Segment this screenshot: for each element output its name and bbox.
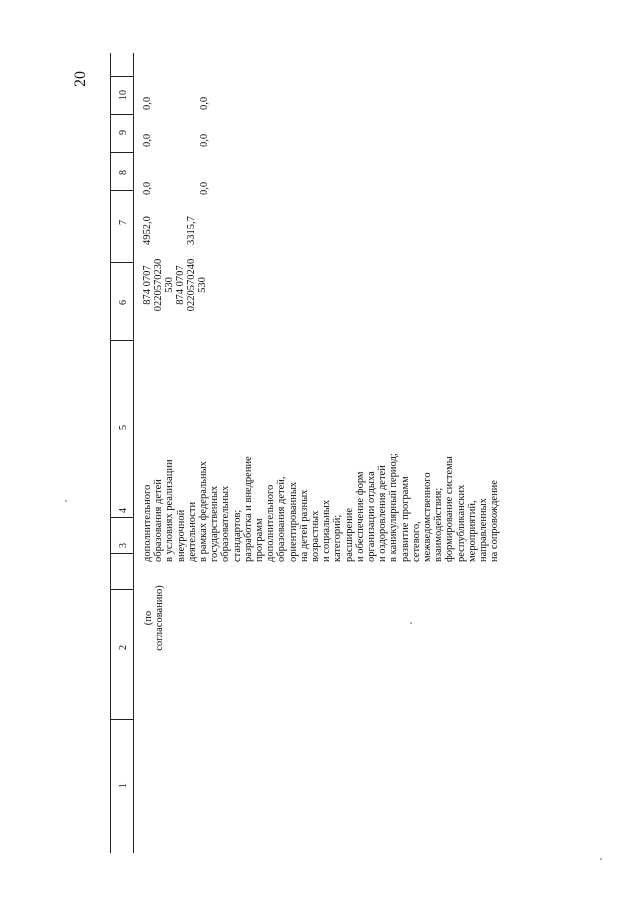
col5-line: деятельности <box>186 501 198 562</box>
col-sep-1 <box>110 719 134 720</box>
col-sep-10 <box>110 76 134 77</box>
header-col-7: 7 <box>118 220 129 225</box>
header-col-5: 5 <box>118 425 129 430</box>
col-sep-8 <box>110 152 134 153</box>
code-line: 530 <box>164 277 176 293</box>
col5-line: разработка и внедрение <box>242 456 254 562</box>
row2-col6-code <box>175 245 209 325</box>
code-line: 0220570240 <box>186 258 198 312</box>
page-number: 20 <box>72 71 89 87</box>
col-sep-2 <box>110 589 134 590</box>
header-col-8: 8 <box>118 170 129 175</box>
row2-col9-value: 0,0 <box>199 133 210 147</box>
row2-col8-value: 0,0 <box>199 181 210 195</box>
col5-description <box>142 386 501 562</box>
table-top-rule <box>110 53 111 853</box>
col5-line: программ <box>254 518 266 562</box>
col5-line: дополнительного <box>265 484 277 562</box>
code-line: 0220570230 <box>153 258 165 312</box>
header-col-6: 6 <box>118 300 129 305</box>
col5-line: образования детей <box>153 479 165 562</box>
col5-line: взаимодействия; <box>433 487 445 562</box>
col5-line: образования детей, <box>276 476 288 562</box>
scan-speck <box>65 500 67 502</box>
col5-line: на детей разных <box>298 489 310 562</box>
col5-line: организации отдыха <box>366 471 378 562</box>
col-sep-4 <box>110 517 134 518</box>
col2-note <box>143 563 165 673</box>
scan-speck <box>600 858 602 860</box>
row1-col6-code <box>142 245 176 325</box>
col5-line: расширение <box>343 507 355 562</box>
col5-line: мероприятий, <box>466 500 478 562</box>
col5-line: межведомственного <box>422 472 434 562</box>
col5-line: категорий; <box>332 514 344 562</box>
col5-line: республиканских <box>455 484 467 562</box>
col5-line: в рамках федеральных <box>198 461 210 562</box>
header-col-3: 3 <box>118 543 129 548</box>
code-line: 874 0707 <box>142 265 153 305</box>
col5-line: на сопровождение <box>489 480 501 562</box>
col5-line: стандартов; <box>231 509 243 562</box>
row1-col10-value: 0,0 <box>142 96 153 110</box>
header-col-4: 4 <box>118 508 129 513</box>
row1-col7-value: 4952,0 <box>142 216 153 245</box>
col5-line: образовательных <box>220 485 232 562</box>
col5-line: государственных <box>209 485 221 562</box>
table-header-rule <box>133 53 134 853</box>
col5-line: и социальных <box>321 499 333 562</box>
row1-col9-value: 0,0 <box>142 133 153 147</box>
code-line: 874 0707 <box>175 265 186 305</box>
col-sep-3 <box>110 553 134 554</box>
col-sep-9 <box>110 114 134 115</box>
row2-col7-value: 3315,7 <box>186 216 197 245</box>
col2-note-line: согласованию) <box>154 585 166 651</box>
col5-line: направленных <box>478 498 490 562</box>
col5-line: и обеспечение форм <box>354 471 366 562</box>
scan-speck <box>410 622 412 624</box>
col5-line: развитие программ <box>399 476 411 562</box>
row2-col10-value: 0,0 <box>199 96 210 110</box>
col5-line: и оздоровления детей <box>377 465 389 562</box>
col5-line: дополнительного <box>142 484 153 562</box>
col5-line: сетевого, <box>410 521 422 562</box>
header-col-10: 10 <box>118 90 129 100</box>
col-sep-7 <box>110 190 134 191</box>
col-sep-5 <box>110 340 134 341</box>
col5-line: формирование системы <box>444 456 456 562</box>
row1-col8-value: 0,0 <box>142 181 153 195</box>
header-col-1: 1 <box>118 783 129 788</box>
code-line: 530 <box>197 277 209 293</box>
header-col-9: 9 <box>118 130 129 135</box>
col5-line: внеурочной <box>175 509 187 562</box>
header-col-2: 2 <box>118 645 129 650</box>
col5-line: в каникулярный период; <box>388 453 400 562</box>
col5-line: возрастных <box>310 510 322 562</box>
col2-note-line: (по <box>143 610 154 626</box>
col5-line: в условиях реализации <box>164 459 176 562</box>
col5-line: ориентированных <box>287 481 299 562</box>
col-sep-6 <box>110 262 134 263</box>
